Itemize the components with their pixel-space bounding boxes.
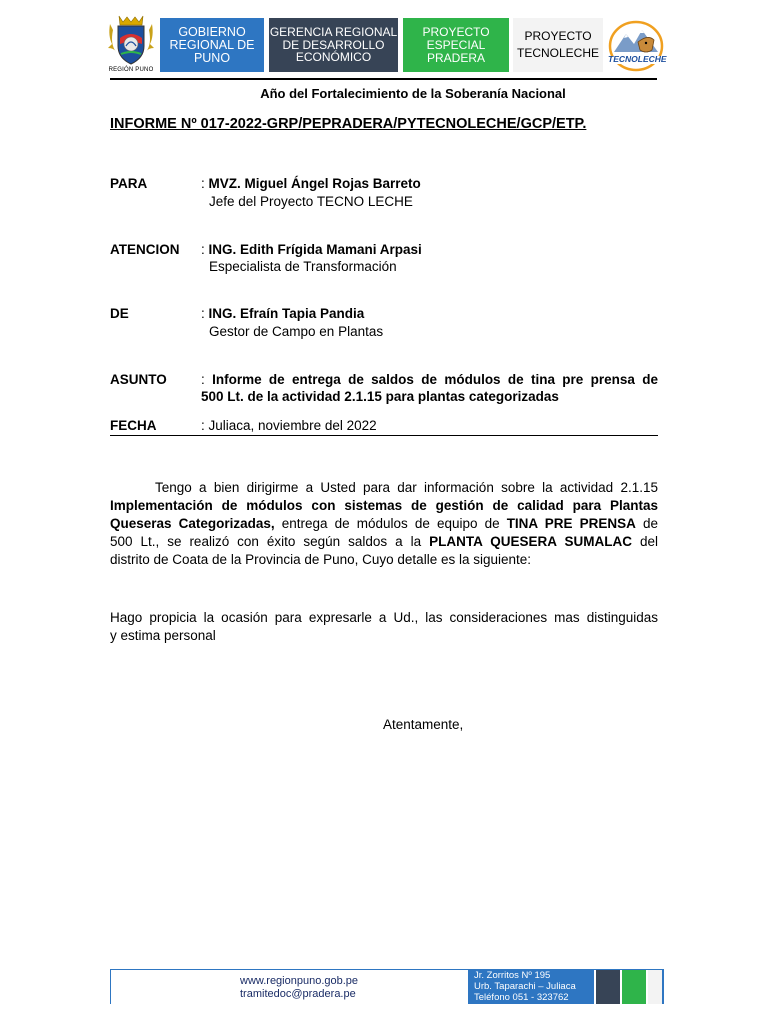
informe-title: INFORME Nº 017-2022-GRP/PEPRADERA/PYTECNOLECHE/GCP/ETP. [110, 116, 587, 132]
closing: Atentamente, [383, 717, 464, 732]
body-p1-bold-tina: TINA PRE PRENSA [506, 516, 636, 531]
asunto-line-1: Informe de entrega de saldos de módulos de tina pre prensa de [212, 372, 658, 387]
tecnoleche-cow-icon [608, 20, 667, 72]
body-p2-line-1: Hago propicia la ocasión para expresarle a Ud., las consideraciones mas distinguidas [110, 610, 658, 625]
footer-contacts [240, 975, 358, 1001]
asunto-label: ASUNTO [110, 372, 167, 387]
de-role: Gestor de Campo en Plantas [209, 324, 384, 339]
footer-left-rule [110, 969, 111, 1004]
body-p1-line-4 [110, 533, 658, 551]
body-p1-line-3 [110, 515, 658, 533]
footer-web-link[interactable]: www.regionpuno.gob.pe [240, 975, 359, 987]
footer-color-block-dark [596, 970, 620, 1004]
header-proyecto-pradera: PROYECTO ESPECIAL PRADERA [403, 18, 509, 72]
para-name: MVZ. Miguel Ángel Rojas Barreto [208, 176, 421, 191]
region-puno-caption: REGIÓN PUNO [108, 67, 154, 73]
body-p2-line-2: y estima personal [110, 628, 216, 643]
body-paragraph-2 [110, 609, 658, 645]
atencion-role: Especialista de Transformación [209, 259, 397, 274]
body-p1-line-1: Tengo a bien dirigirme a Usted para dar información sobre la actividad 2.1.15 [155, 480, 658, 495]
footer-address [468, 970, 594, 1004]
body-p1-bold-planta: PLANTA QUESERA SUMALAC [429, 534, 633, 549]
para-role: Jefe del Proyecto TECNO LECHE [209, 194, 413, 209]
fecha-label: FECHA [110, 418, 157, 433]
atencion-label: ATENCION [110, 242, 180, 257]
header-gerencia-regional: GERENCIA REGIONAL DE DESARROLLO ECONÓMICO [269, 18, 398, 72]
footer-email-link[interactable]: tramitedoc@pradera.pe [240, 988, 356, 1000]
footer-color-block-light [648, 970, 664, 1004]
region-puno-emblem-icon [104, 14, 158, 68]
fecha-text: Juliaca, noviembre del 2022 [208, 418, 377, 433]
body-paragraph-1 [110, 479, 658, 569]
atencion-name: ING. Edith Frígida Mamani Arpasi [208, 242, 422, 257]
de-value: : ING. Efraín Tapia Pandia [201, 306, 365, 321]
body-p1-text-a: entrega de módulos de equipo de [274, 516, 507, 531]
body-p1-line-5: distrito de Coata de la Provincia de Puno, Cuyo detalle es la siguiente: [110, 552, 532, 567]
footer-addr-1: Jr. Zorritos Nº 195 [474, 970, 551, 981]
asunto-line-2: 500 Lt. de la actividad 2.1.15 para plantas categorizadas [201, 389, 559, 404]
footer-phone: Teléfono 051 - 323762 [474, 992, 569, 1003]
body-p1-bold-queseras: Queseras Categorizadas, [110, 516, 275, 531]
body-p1-text-d: del [632, 534, 658, 549]
para-value: : MVZ. Miguel Ángel Rojas Barreto [201, 176, 421, 191]
fields-divider [110, 435, 658, 436]
tecnoleche-logo-text: TECNOLECHE [608, 54, 667, 64]
header-gobierno-regional: GOBIERNO REGIONAL DE PUNO [160, 18, 264, 72]
de-label: DE [110, 306, 129, 321]
body-p1-line-2: Implementación de módulos con sistemas de gestión de calidad para Plantas [110, 498, 658, 513]
body-p1-text-b: de [635, 516, 658, 531]
region-puno-logo [104, 14, 158, 78]
atencion-value: : ING. Edith Frígida Mamani Arpasi [201, 242, 422, 257]
header-proyecto-tecnoleche: PROYECTO TECNOLECHE [513, 18, 603, 72]
footer-addr-2: Urb. Taparachi – Juliaca [474, 981, 576, 992]
body-p1-text-c: 500 Lt., se realizó con éxito según saldos a la [110, 534, 430, 549]
header-divider [110, 78, 657, 80]
asunto-value: : Informe de entrega de saldos de módulos de tina pre prensa de 500 Lt. de la actividad 2.1.15 para plantas categorizadas [201, 372, 658, 404]
tecnoleche-logo [608, 20, 667, 72]
footer-color-block-green [622, 970, 646, 1004]
year-motto: Año del Fortalecimiento de la Soberanía Nacional [260, 86, 566, 101]
fecha-value: : Juliaca, noviembre del 2022 [201, 418, 377, 433]
para-label: PARA [110, 176, 148, 191]
de-name: ING. Efraín Tapia Pandia [208, 306, 365, 321]
